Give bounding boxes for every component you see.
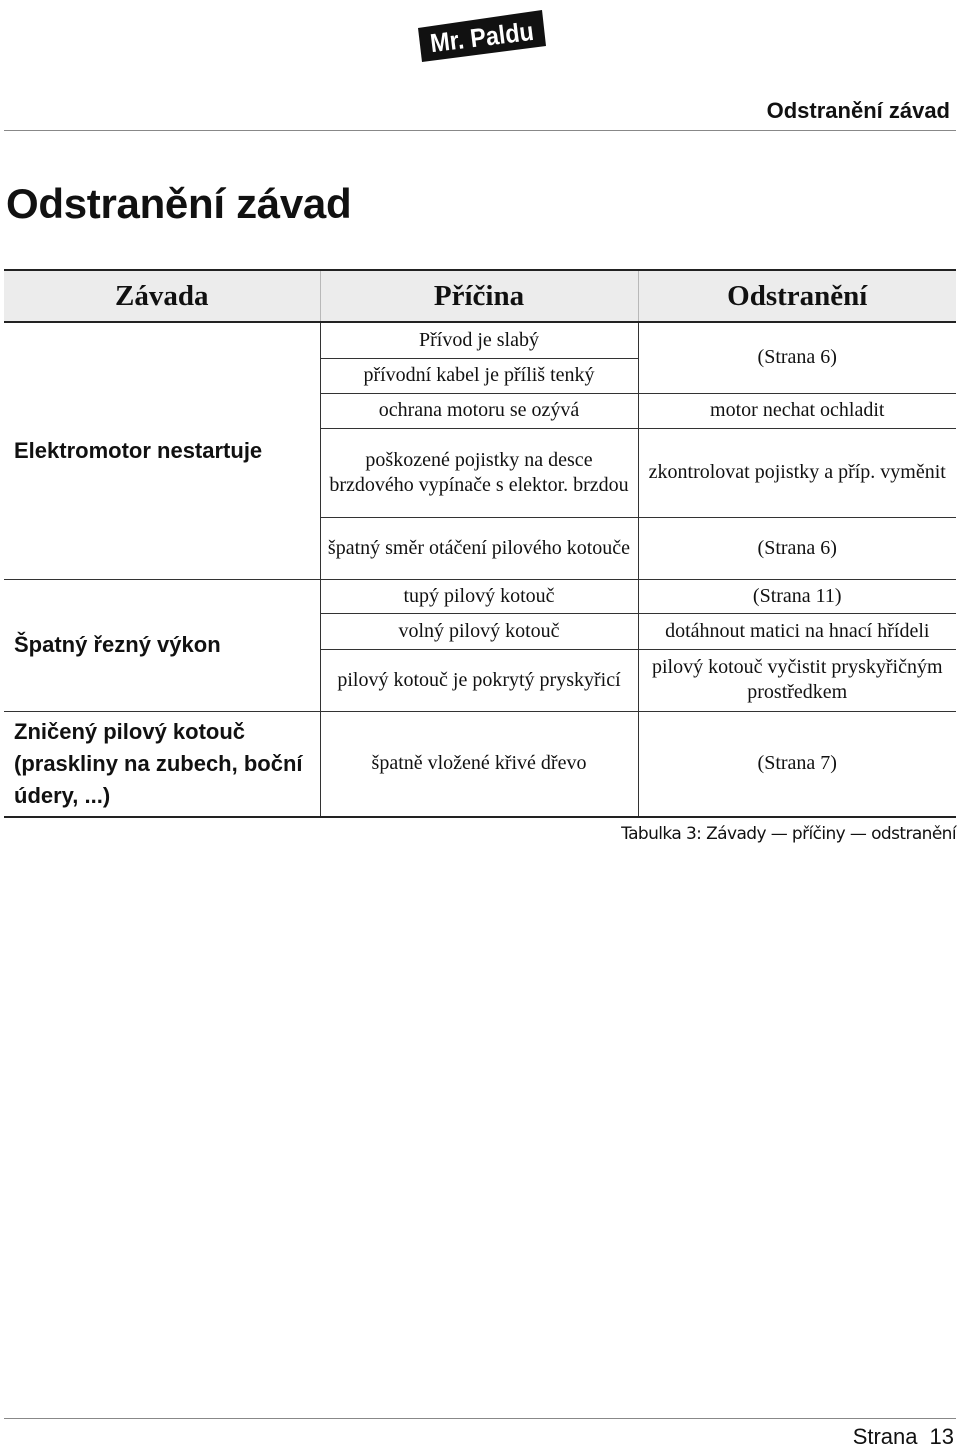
page-footer <box>853 1424 954 1450</box>
cause-cell: Přívod je slabý <box>320 322 638 358</box>
remedy-cell: (Strana 7) <box>638 711 956 817</box>
table-row <box>4 579 956 613</box>
cause-cell: pilový kotouč je pokrytý pryskyřicí <box>320 649 638 711</box>
remedy-cell: zkontrolovat pojistky a příp. vyměnit <box>638 428 956 517</box>
cause-cell: poškozené pojistky na desce brzdového vypínače s elektor. brzdou <box>320 428 638 517</box>
cause-cell: špatný směr otáčení pilového kotouče <box>320 517 638 579</box>
column-header-cause: Příčina <box>320 270 638 322</box>
remedy-cell: (Strana 6) <box>638 517 956 579</box>
remedy-cell: dotáhnout matici na hnací hřídeli <box>638 613 956 649</box>
mr-paldu-logo <box>416 8 548 64</box>
page-title: Odstranění závad <box>6 180 352 227</box>
page-label: Strana <box>852 1424 918 1449</box>
header-rule <box>4 130 956 131</box>
footer-rule <box>4 1418 956 1419</box>
fault-cell: Špatný řezný výkon <box>4 579 320 711</box>
column-header-fault: Závada <box>4 270 320 322</box>
troubleshooting-table <box>4 269 956 818</box>
fault-cell: Elektromotor nestartuje <box>4 322 320 579</box>
table-header-row <box>4 270 956 322</box>
fault-cell: Zničený pilový kotouč (praskliny na zubech, boční údery, ...) <box>4 711 320 817</box>
cause-cell: špatně vložené křivé dřevo <box>320 711 638 817</box>
cause-cell: tupý pilový kotouč <box>320 579 638 613</box>
cause-cell: přívodní kabel je příliš tenký <box>320 358 638 393</box>
header-section-title: Odstranění závad <box>766 98 950 123</box>
remedy-cell: (Strana 11) <box>638 579 956 613</box>
remedy-cell: pilový kotouč vyčistit pryskyřičným prostředkem <box>638 649 956 711</box>
logo-text: Mr. Paldu <box>428 14 547 59</box>
cause-cell: volný pilový kotouč <box>320 613 638 649</box>
remedy-cell: (Strana 6) <box>638 322 956 393</box>
page-number: 13 <box>929 1424 954 1449</box>
table-row <box>4 711 956 817</box>
table-caption: Tabulka 3: Závady — příčiny — odstranění <box>621 824 956 844</box>
column-header-remedy: Odstranění <box>638 270 956 322</box>
cause-cell: ochrana motoru se ozývá <box>320 393 638 428</box>
remedy-cell: motor nechat ochladit <box>638 393 956 428</box>
table-row <box>4 322 956 358</box>
